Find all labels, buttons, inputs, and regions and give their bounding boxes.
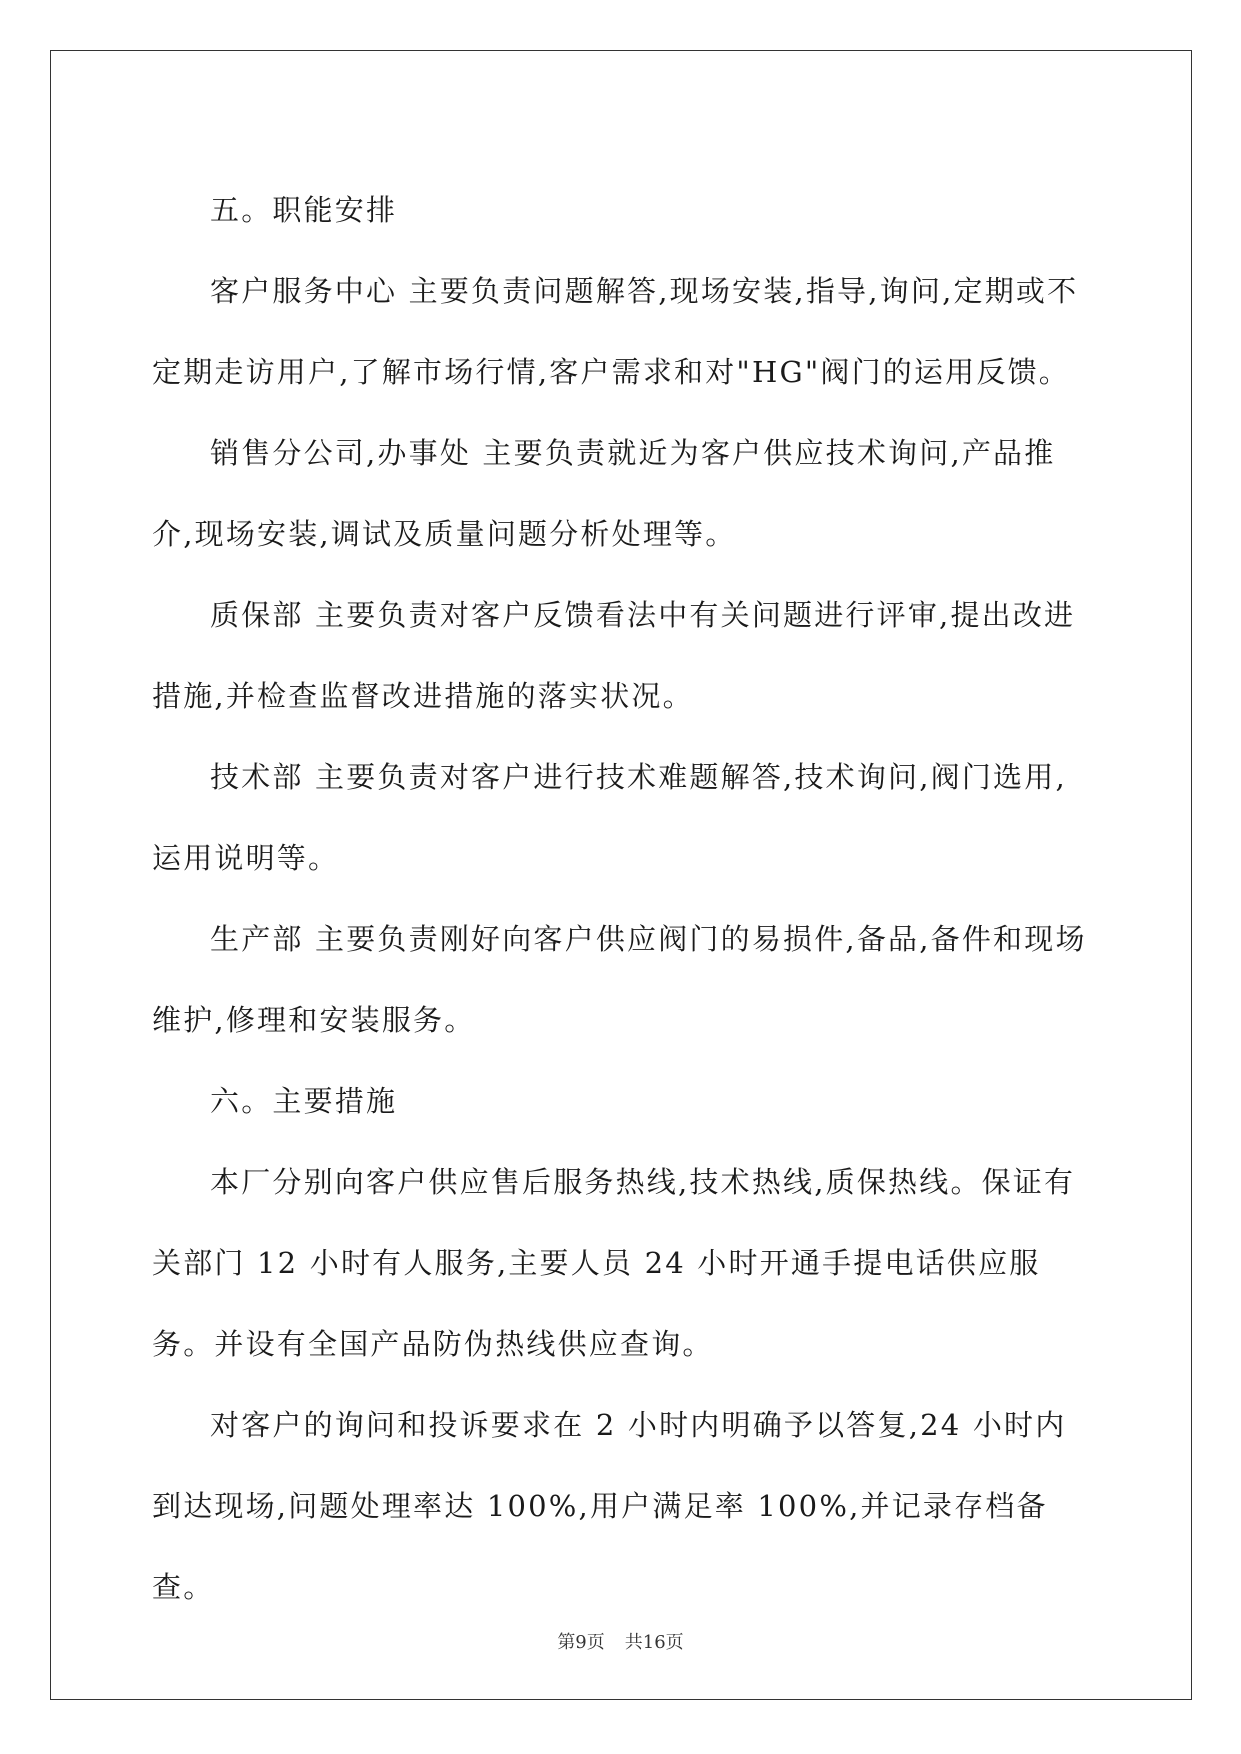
- paragraph-sales-branch: 销售分公司,办事处 主要负责就近为客户供应技术询问,产品推介,现场安装,调试及质量问题分析处理等。: [152, 436, 1056, 551]
- section-heading-measures: 六。主要措施: [210, 1084, 398, 1118]
- page-footer: [0, 1628, 1241, 1654]
- section-heading-functions: 五。职能安排: [210, 193, 398, 227]
- total-pages: 共16页: [624, 1632, 684, 1653]
- paragraph-production-dept: 生产部 主要负责刚好向客户供应阀门的易损件,备品,备件和现场维护,修理和安装服务。: [152, 922, 1087, 1037]
- paragraph-tech-dept: 技术部 主要负责对客户进行技术难题解答,技术询问,阀门选用,运用说明等。: [152, 760, 1067, 875]
- page-number: 第9页: [557, 1632, 605, 1653]
- paragraph-quality-dept: 质保部 主要负责对客户反馈看法中有关问题进行评审,提出改进措施,并检查监督改进措施的落实状况。: [152, 598, 1076, 713]
- document-body: [152, 170, 1092, 1628]
- paragraph-hotlines: 本厂分别向客户供应售后服务热线,技术热线,质保热线。保证有关部门 12 小时有人服务,主要人员 24 小时开通手提电话供应服务。并设有全国产品防伪热线供应查询。: [152, 1165, 1076, 1361]
- paragraph-response-time: 对客户的询问和投诉要求在 2 小时内明确予以答复,24 小时内到达现场,问题处理率达 100%,用户满足率 100%,并记录存档备查。: [152, 1408, 1067, 1604]
- paragraph-customer-service: 客户服务中心 主要负责问题解答,现场安装,指导,询问,定期或不定期走访用户,了解市场行情,客户需求和对"HG"阀门的运用反馈。: [152, 274, 1079, 389]
